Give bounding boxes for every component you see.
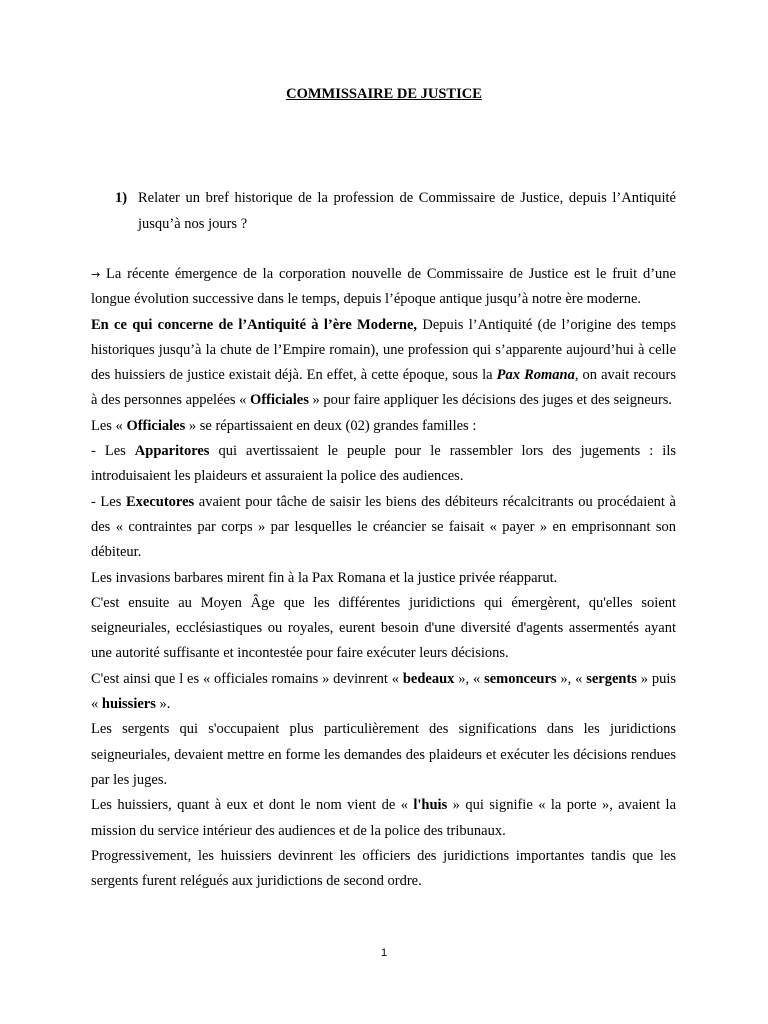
page-title: COMMISSAIRE DE JUSTICE xyxy=(286,86,482,102)
question-number: 1) xyxy=(115,190,128,206)
paragraph-apparitores: - Les Apparitores qui avertissaient le peuple pour le rassembler lors des jugements : ils introduisaient les plaideurs et assuraient la police des audiences. xyxy=(91,443,676,485)
paragraph-devinrent: C'est ainsi que l es « officiales romains » devinrent « bedeaux », « semonceurs », « sergents » puis « huissiers ». xyxy=(91,670,677,713)
question-text: Relater un bref historique de la profession de Commissaire de Justice, depuis l’Antiquité jusqu’à nos jours ? xyxy=(138,190,676,232)
paragraph-invasions: Les invasions barbares mirent fin à la Pax Romana et la justice privée réapparut. xyxy=(91,569,558,586)
arrow-icon: → xyxy=(91,268,101,281)
paragraph-officiales: Les « Officiales » se répartissaient en deux (02) grandes familles : xyxy=(91,417,477,434)
paragraph-moyen-age: C'est ensuite au Moyen Âge que les différentes juridictions qui émergèrent, qu'elles soient seigneuriales, ecclésiastiques ou royales, eurent besoin d'une diversité d'agents assermentés ayant une autorité suffisante et incontestée pour faire exécuter leurs décisions. xyxy=(91,594,676,662)
paragraph-intro: → La récente émergence de la corporation nouvelle de Commissaire de Justice est le fruit d’une longue évolution successive dans le temps, depuis l’époque antique jusqu’à notre ère moderne. xyxy=(91,266,676,308)
paragraph-progressivement: Progressivement, les huissiers devinrent les officiers des juridictions importantes tandis que les sergents furent relégués aux juridictions de second ordre. xyxy=(91,847,676,890)
document-body xyxy=(91,262,676,894)
page-number: 1 xyxy=(380,947,388,959)
paragraph-executores: - Les Executores avaient pour tâche de saisir les biens des débiteurs récalcitrants ou procédaient à des « contraintes par corps » par lesquelles le créancier se faisait « payer » en emprisonnant son débiteur. xyxy=(91,493,676,561)
question-item xyxy=(91,186,676,237)
paragraph-antiquity: En ce qui concerne de l’Antiquité à l’ère Moderne, Depuis l’Antiquité (de l’origine des temps historiques jusqu’à la chute de l’Empire romain), une profession qui s’apparente aujourd’hui à celle des huissiers de justice existait déjà. En effet, à cette époque, sous la Pax Romana, on avait recours à des personnes appelées « Officiales » pour faire appliquer les décisions des juges et des seigneurs. xyxy=(91,316,677,409)
paragraph-huissiers: Les huissiers, quant à eux et dont le nom vient de « l'huis » qui signifie « la porte », avaient la mission du service intérieur des audiences et de la police des tribunaux. xyxy=(91,797,677,839)
paragraph-sergents: Les sergents qui s'occupaient plus particulièrement des significations dans les juridictions seigneuriales, devaient mettre en forme les demandes des plaideurs et exécuter les décisions rendues par les juges. xyxy=(91,721,676,788)
